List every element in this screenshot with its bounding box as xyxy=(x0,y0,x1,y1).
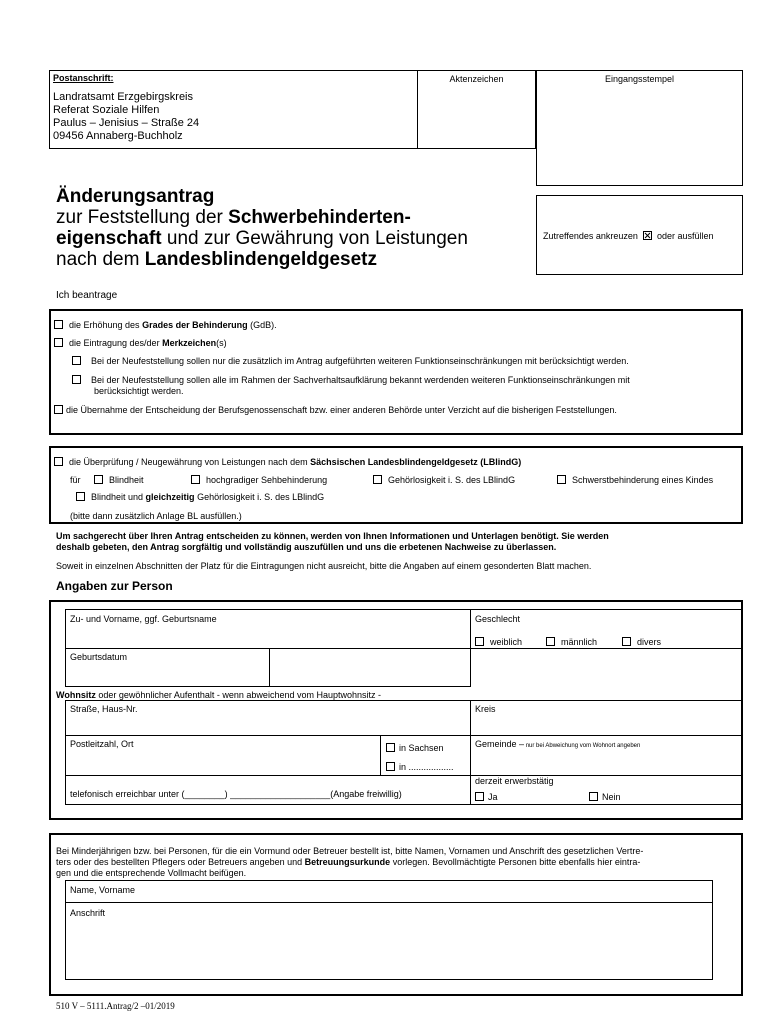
address-text: Landratsamt Erzgebirgskreis Referat Soziale Hilfen Paulus – Jenisius – Straße 24 09456 Annaberg-Buchholz xyxy=(53,91,200,142)
aktenzeichen-label: Aktenzeichen xyxy=(449,74,504,84)
option-schwerst[interactable]: Schwerstbehinderung eines Kindes xyxy=(557,475,713,485)
aktenzeichen-field[interactable] xyxy=(417,70,536,149)
geburtsdatum-field[interactable]: Geburtsdatum xyxy=(65,648,270,687)
checkbox-in-sachsen[interactable] xyxy=(386,743,395,752)
checkbox-kombi[interactable] xyxy=(76,492,85,501)
checkbox-blindheit[interactable] xyxy=(94,475,103,484)
betreuer-text: Bei Minderjährigen bzw. bei Personen, für die ein Vormund oder Betreuer bestellt ist, bitte Namen, Vornamen und Anschrift des gesetzlichen Vertre- ters oder des bestellten Pflegers oder Betreuers angeben und Betreuungsurkunde vorlegen. Bevollmächtigte Personen bitte ebenfalls hier eintra- gen und die entsprechende Vollmacht beifügen. xyxy=(56,846,644,878)
checkbox-gdb[interactable] xyxy=(54,320,63,329)
person-heading: Angaben zur Person xyxy=(56,579,173,593)
checkbox-schwerst[interactable] xyxy=(557,475,566,484)
telefon-field[interactable]: telefonisch erreichbar unter (________) ____________________(Angabe freiwillig) xyxy=(65,775,471,805)
betreuer-anschrift-field[interactable]: Anschrift xyxy=(65,902,713,980)
checkbox-uebernahme[interactable] xyxy=(54,405,63,414)
erwerb-field: derzeit erwerbstätig Ja Nein xyxy=(470,775,742,805)
sachsen-field xyxy=(380,735,471,776)
betreuer-name-field[interactable]: Name, Vorname xyxy=(65,880,713,903)
wohnsitz-label: Wohnsitz oder gewöhnlicher Aufenthalt - wenn abweichend vom Hauptwohnsitz - xyxy=(56,690,381,700)
checkbox-sub1[interactable] xyxy=(72,356,81,365)
option-maennlich[interactable]: männlich xyxy=(546,637,597,647)
option-sub1[interactable]: Bei der Neufeststellung sollen nur die zusätzlich im Antrag aufgeführten weiteren Funktionseinschränkungen mit berücksichtigt werden. xyxy=(72,356,629,366)
postanschrift-label: Postanschrift: xyxy=(53,73,114,83)
checkbox-sub2[interactable] xyxy=(72,375,81,384)
option-in-other[interactable]: in .................. xyxy=(386,762,454,772)
lblindg-section xyxy=(49,446,743,524)
eingangsstempel-label: Eingangsstempel xyxy=(604,74,675,84)
checkbox-lblindg[interactable] xyxy=(54,457,63,466)
checkbox-maennlich[interactable] xyxy=(546,637,555,646)
fuer-label: für xyxy=(70,475,81,485)
plz-ort-field[interactable]: Postleitzahl, Ort xyxy=(65,735,381,776)
ich-beantrage: Ich beantrage xyxy=(56,290,118,301)
option-blindheit[interactable]: Blindheit xyxy=(94,475,144,485)
name-field[interactable]: Zu- und Vorname, ggf. Geburtsname xyxy=(65,609,471,649)
geschlecht-field: Geschlecht weiblich männlich divers xyxy=(470,609,742,649)
option-kombi[interactable]: Blindheit und gleichzeitig Gehörlosigkeit i. S. des LBlindG xyxy=(76,492,324,502)
gemeinde-field[interactable]: Gemeinde – nur bei Abweichung vom Wohnort angeben xyxy=(470,735,742,776)
checkbox-divers[interactable] xyxy=(622,637,631,646)
option-nein[interactable]: Nein xyxy=(589,792,621,802)
eingangsstempel-box xyxy=(536,70,743,186)
instruction-box: Zutreffendes ankreuzen oder ausfüllen xyxy=(536,195,743,275)
notice-text: Soweit in einzelnen Abschnitten der Platz für die Eintragungen nicht ausreicht, bitte die Angaben auf einem gesonderten Blatt machen. xyxy=(56,561,592,571)
request-section xyxy=(49,309,743,435)
checkbox-gehoerlos[interactable] xyxy=(373,475,382,484)
option-gdb[interactable]: die Erhöhung des Grades der Behinderung (GdB). xyxy=(54,320,277,330)
checked-box-icon xyxy=(643,231,652,240)
address-box xyxy=(49,70,418,149)
anlage-note: (bitte dann zusätzlich Anlage BL ausfüllen.) xyxy=(70,511,242,521)
notice-bold: Um sachgerecht über Ihren Antrag entscheiden zu können, werden von Ihnen Informationen und Unterlagen benötigt. Sie werden deshalb gebeten, den Antrag sorgfältig und vollständig auszufüllen und uns die erbetenen Nachweise zu überlassen. xyxy=(56,531,609,552)
page-title: Änderungsantrag zur Feststellung der Schwerbehinderten- eigenschaft und zur Gewährung von Leistungen nach dem Landesblindengeldgesetz xyxy=(56,186,468,270)
checkbox-nein[interactable] xyxy=(589,792,598,801)
option-divers[interactable]: divers xyxy=(622,637,661,647)
checkbox-merkzeichen[interactable] xyxy=(54,338,63,347)
option-uebernahme[interactable]: die Übernahme der Entscheidung der Berufsgenossenschaft bzw. einer anderen Behörde unter Verzicht auf die bisherigen Feststellungen. xyxy=(54,405,617,415)
kreis-field[interactable]: Kreis xyxy=(470,700,742,736)
checkbox-weiblich[interactable] xyxy=(475,637,484,646)
checkbox-in-other[interactable] xyxy=(386,762,395,771)
option-ja[interactable]: Ja xyxy=(475,792,498,802)
option-lblindg[interactable]: die Überprüfung / Neugewährung von Leistungen nach dem Sächsischen Landesblindengeldgesetz (LBlindG) xyxy=(54,457,521,467)
option-sehbehinderung[interactable]: hochgradiger Sehbehinderung xyxy=(191,475,327,485)
option-merkzeichen[interactable]: die Eintragung des/der Merkzeichen(s) xyxy=(54,338,227,348)
option-gehoerlos[interactable]: Gehörlosigkeit i. S. des LBlindG xyxy=(373,475,515,485)
strasse-field[interactable]: Straße, Haus-Nr. xyxy=(65,700,471,736)
checkbox-sehbehinderung[interactable] xyxy=(191,475,200,484)
checkbox-ja[interactable] xyxy=(475,792,484,801)
option-in-sachsen[interactable]: in Sachsen xyxy=(386,743,444,753)
geburtsdatum-extra-field[interactable] xyxy=(269,648,471,687)
option-weiblich[interactable]: weiblich xyxy=(475,637,522,647)
option-sub2[interactable]: Bei der Neufeststellung sollen alle im Rahmen der Sachverhaltsaufklärung bekannt werdenden weiteren Funktionseinschränkungen mit berücksichtigt werden. xyxy=(72,375,630,397)
form-number: 510 V – 5111.Antrag/2 –01/2019 xyxy=(56,1001,175,1011)
